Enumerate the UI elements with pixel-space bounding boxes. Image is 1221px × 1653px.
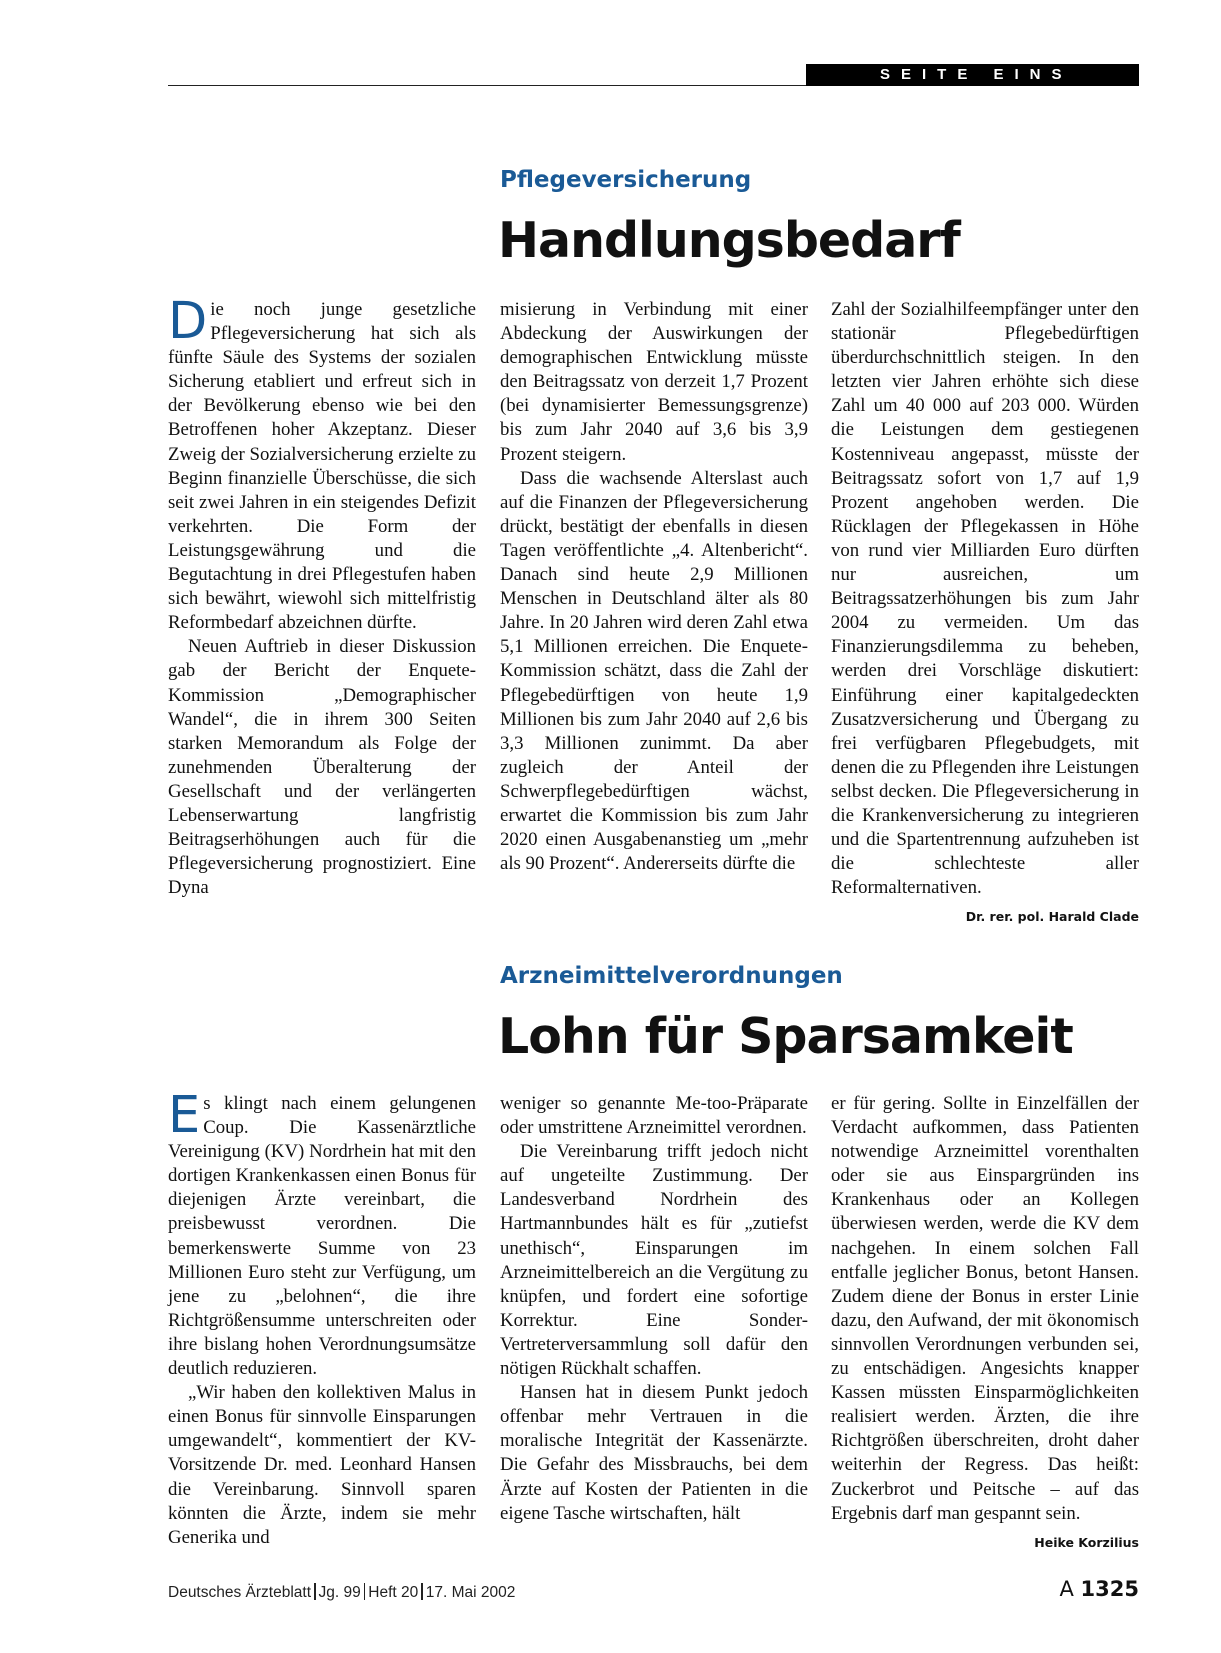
journal-name: Deutsches Ärzteblatt [168, 1584, 312, 1601]
footer-citation [168, 1583, 515, 1602]
article-1-paragraph: Die noch junge gesetzliche Pflegeversicherung hat sich als fünfte Säule des Systems der sozialen Sicherung etabliert und erfreut sich in der Bevölkerung ebenso wie bei den Betroffenen hoher Akzeptanz. Dieser Zweig der Sozialversicherung erzielte zu Beginn finanzielle Überschüsse, die sich seit zwei Jahren in ein steigendes Defizit verkehrten. Die Form der Leistungsgewährung und die Begutachtung in drei Pflegestufen haben sich bewährt, wiewohl sich mittelfristig Reformbedarf abzeichnen dürfte. [168, 292, 476, 634]
article-1-column-2 [500, 298, 808, 876]
page-number-value: 1325 [1080, 1577, 1139, 1601]
article-2-paragraph: weniger so genannte Me-too-Präparate oder umstrittene Arzneimittel verordnen. [500, 1093, 808, 1139]
journal-volume: Jg. 99 [318, 1584, 361, 1601]
footer-divider [314, 1583, 316, 1600]
article-2-column-3 [831, 1092, 1139, 1555]
author-byline: Dr. rer. pol. Harald Clade [965, 909, 1139, 925]
article-1-column-1 [168, 292, 476, 900]
article-1-column-3 [831, 298, 1139, 929]
article-2-paragraph: Hansen hat in diesem Punkt jedoch offenbar mehr Vertrauen in die moralische Integrität der Kassenärzte. Die Gefahr des Missbrauchs, bei dem Ärzte auf Kosten der Patienten in die eigene Tasche wirtschaften, hält [500, 1382, 808, 1524]
article-1-paragraph: misierung in Verbindung mit einer Abdeckung der Auswirkungen der demographischen Entwicklung müsste den Beitragssatz von derzeit 1,7 Prozent (bei dynamisierter Bemessungsgrenze) bis zum Jahr 2040 auf 3,6 bis 3,9 Prozent steigern. [500, 299, 808, 465]
article-1-paragraph: Neuen Auftrieb in dieser Diskussion gab der Bericht der Enquete-Kommission „Demographischer Wandel“, die in ihrem 300 Seiten starken Memorandum als Folge der zunehmenden Überalterung der Gesellschaft und der verlängerten Lebenserwartung langfristig Beitragserhöhungen auch für die Pflegeversicherung prognostiziert. Eine Dyna [168, 636, 476, 899]
section-tag: SEITE EINS [806, 64, 1139, 86]
article-1-paragraph: Zahl der Sozialhilfeempfänger unter den stationär Pflegebedürftigen überdurchschnittlich steigen. In den letzten vier Jahren erhöhte sich diese Zahl um 40 000 auf 203 000. Würden die Leistungen dem gestiegenen Kostenniveau angepasst, müsste der Beitragssatz sofort von 1,7 auf 1,9 Prozent angehoben werden. Die Rücklagen der Pflegekassen in Höhe von rund vier Milliarden Euro dürften nur ausreichen, um Beitragssatzerhöhungen bis zum Jahr 2004 zu vermeiden. Um das Finanzierungsdilemma zu beheben, werden drei Vorschläge diskutiert: Einführung einer kapitalgedeckten Zusatzversicherung und Übergang zu frei verfügbaren Pflegebudgets, mit denen die zu Pflegenden ihre Leistungen selbst decken. Die Pflegeversicherung in die Krankenversicherung zu integrieren und die Spartentrennung aufzuheben ist die schlechteste aller Reformalternativen. Dr. rer. pol. Harald Clade [831, 298, 1139, 900]
article-2-kicker: Arzneimittelverordnungen [500, 963, 843, 989]
article-2-paragraph: er für gering. Sollte in Einzelfällen der Verdacht aufkommen, dass Patienten notwendige Arzneimittel vorenthalten oder sie aus Einspargründen ins Krankenhaus oder an Kollegen überwiesen werden, werde die KV dem nachgehen. In einem solchen Fall entfalle jeglicher Bonus, betont Hansen. Zudem diene der Bonus in erster Linie dazu, den Aufwand, der mit ökonomisch sinnvollen Verordnungen verbunden sei, zu entschädigen. Angesichts knapper Kassen müssten Einsparmöglichkeiten realisiert werden. Ärzten, die ihre Richtgrößen überschreiten, droht daher weiterhin der Regress. Das heißt: Zuckerbrot und Peitsche – auf das Ergebnis darf man gespannt sein. Heike Korzilius [831, 1092, 1139, 1526]
footer-divider [364, 1583, 366, 1600]
journal-date: 17. Mai 2002 [425, 1584, 516, 1601]
article-2-paragraph: Die Vereinbarung trifft jedoch nicht auf ungeteilte Zustimmung. Der Landesverband Nordrhein des Hartmannbundes hält es für „zutiefst unethisch“, Einsparungen im Arzneimittelbereich an die Vergütung zu knüpfen, und fordert eine sofortige Korrektur. Eine Sonder-Vertreterversammlung soll dafür den nötigen Rückhalt schaffen. [500, 1141, 808, 1380]
journal-issue: Heft 20 [368, 1584, 419, 1601]
article-2-column-1 [168, 1086, 476, 1550]
footer-divider [421, 1583, 423, 1600]
drop-cap: D [168, 292, 208, 351]
article-2-paragraph: „Wir haben den kollektiven Malus in einen Bonus für sinnvolle Einsparungen umgewandelt“, kommentiert der KV-Vorsitzende Dr. med. Leonhard Hansen die Vereinbarung. Sinnvoll sparen könnten die Ärzte, indem sie mehr Generika und [168, 1382, 476, 1548]
article-2-headline: Lohn für Sparsamkeit [498, 1008, 1073, 1065]
page-prefix: A [1059, 1577, 1074, 1601]
article-1-headline: Handlungsbedarf [498, 212, 960, 269]
author-byline: Heike Korzilius [1034, 1534, 1139, 1550]
page-number [1059, 1577, 1139, 1601]
drop-cap: E [168, 1086, 201, 1145]
article-2-column-2 [500, 1092, 808, 1526]
article-2-paragraph: Es klingt nach einem gelungenen Coup. Die Kassenärztliche Vereinigung (KV) Nordrhein hat mit den dortigen Krankenkassen einen Bonus für diejenigen Ärzte vereinbart, die preisbewusst verordnen. Die bemerkenswerte Summe von 23 Millionen Euro steht zur Verfügung, um jene zu „belohnen“, die ihre Richtgrößensumme unterschreiten oder ihre bislang hohen Verordnungsumsätze deutlich reduzieren. [168, 1086, 476, 1380]
article-1-kicker: Pflegeversicherung [500, 167, 752, 193]
article-1-paragraph: Dass die wachsende Alterslast auch auf die Finanzen der Pflegeversicherung drückt, bestätigt der ebenfalls in diesen Tagen veröffentlichte „4. Altenbericht“. Danach sind heute 2,9 Millionen Menschen in Deutschland älter als 80 Jahre. In 20 Jahren wird deren Zahl etwa 5,1 Millionen erreichen. Die Enquete-Kommission schätzt, dass die Zahl der Pflegebedürftigen von heute 1,9 Millionen bis zum Jahr 2040 auf 2,6 bis 3,3 Millionen zunimmt. Da aber zugleich der Anteil der Schwerpflegebedürftigen wächst, erwartet die Kommission bis zum Jahr 2020 einen Ausgabenanstieg um „mehr als 90 Prozent“. Andererseits dürfte die [500, 467, 808, 875]
